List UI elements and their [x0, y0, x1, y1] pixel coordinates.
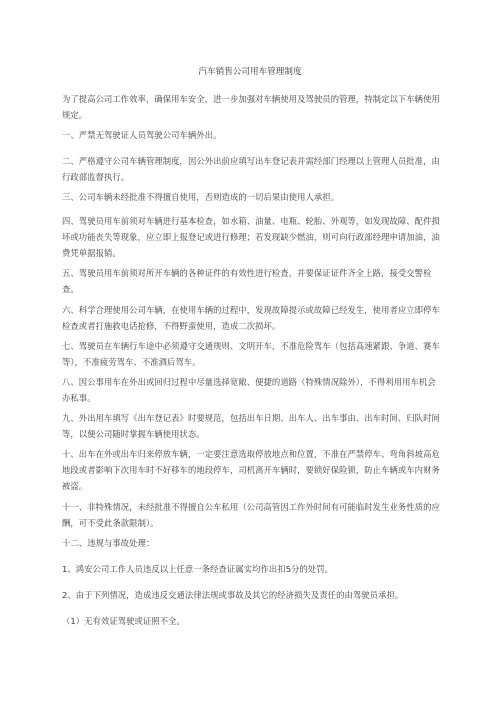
- paragraph-rule-8: 八、因公事用车在外出或回归过程中尽量选择宽敞、便捷的道路（特殊情况除外），不得利用用车机会办私事。: [62, 377, 436, 403]
- paragraph-rule-5: 五、驾驶员用车前须对所开车辆的各种证件的有效性进行检查，并要保证证件齐全上路，接受交警检查。: [62, 268, 432, 294]
- paragraph-penalty-2-item-1: （1）无有效证驾驶或证照不全。: [62, 616, 185, 626]
- paragraph-rule-10: 十、出车在外或出车归来停放车辆，一定要注意选取停放地点和位置，不准在严禁停车、弯角斜坡高危地段或者影响下次用车时不好移车的地段停车，司机离开车辆时，要锁好保险锁，防止车辆或车内财务被盗。: [62, 449, 440, 491]
- paragraph-rule-3: 三、公司车辆未经批准不得擅自使用，否则造成的一切后果由使用人承担。: [62, 192, 340, 202]
- paragraph-rule-7: 七、驾驶员在车辆行车途中必须遵守交通规则、文明开车，不准危险驾车（包括高速紧跟、争道、赛车等），不准疲劳驾车、不准酒后驾车。: [62, 341, 440, 367]
- paragraph-penalty-1: 1、鸿安公司工作人员违反以上任意一条经查证属实均作出扣5分的处罚。: [62, 564, 334, 574]
- paragraph-rule-6: 六、科学合理使用公司车辆，在使用车辆的过程中，发现故障提示或故障已经发生，使用者应立即停车检查或者打施救电话抢修，不得野蛮使用，造成二次损坏。: [62, 305, 440, 331]
- document-title: 汽车销售公司用车管理制度: [198, 67, 302, 77]
- paragraph-rule-2: 二、严格遵守公司车辆管理制度，因公外出前应填写出车登记表并需经部门经理以上管理人员批准，由行政部监督执行。: [62, 156, 440, 182]
- paragraph-rule-4: 四、驾驶员用车前须对车辆进行基本检查，如水箱、油量、电瓶、轮胎、外观等，如发现故障、配件损坏或功能丧失等现象，应立即上报登记或进行修理；若发现缺少燃油，则可向行政部经理申请加油，油费凭单据报销。: [62, 216, 440, 258]
- paragraph-rule-11: 十一、非特殊情况，未经批准不得擅自公车私用（公司高管因工作外时间有可能临时发生业务性质的应酬，可不受此条款限制）。: [62, 502, 440, 528]
- paragraph-penalty-2: 2、由于下列情况，造成违反交通法律法规或事故及其它的经济损失及责任的由驾驶员承担。: [62, 590, 404, 600]
- paragraph-rule-12: 十二、违规与事故处理：: [62, 538, 155, 548]
- paragraph-rule-9: 九、外出用车填写《出车登记表》时要规范，包括出车日期、出车人、出车事由、出车时间、归队时间等，以便公司随时掌握车辆使用状态。: [62, 413, 440, 439]
- paragraph-rule-1: 一、严禁无驾驶证人员驾驶公司车辆外出。: [62, 130, 222, 140]
- paragraph-intro: 为了提高公司工作效率，确保用车安全，进一步加强对车辆使用及驾驶员的管理，特制定以下车辆使用规定。: [62, 94, 440, 120]
